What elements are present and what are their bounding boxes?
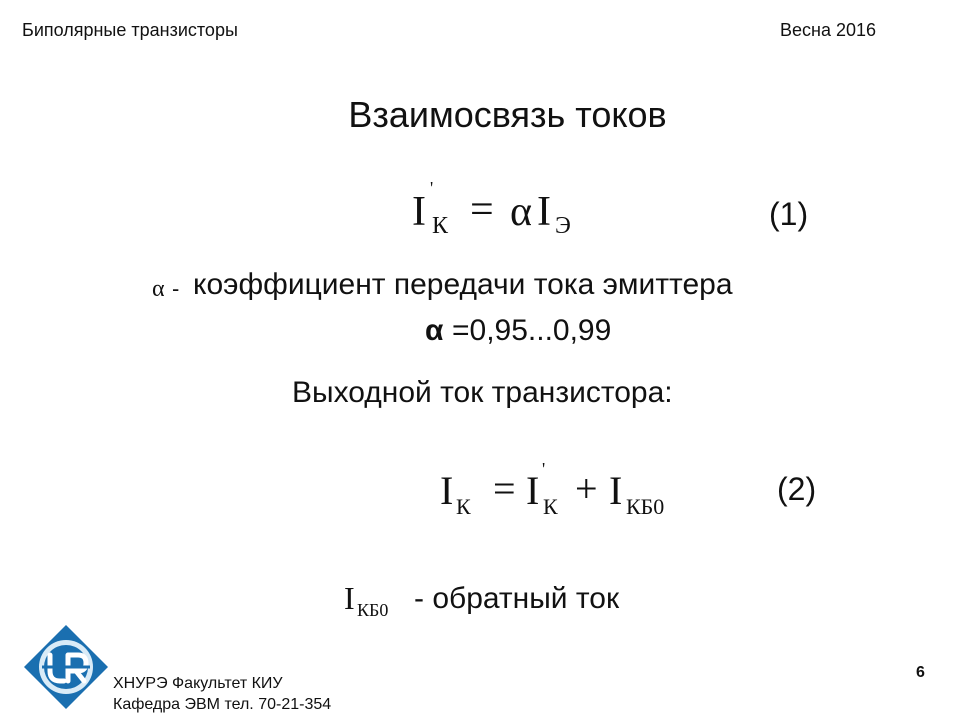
page-number: 6 (916, 664, 925, 681)
university-logo-icon (24, 625, 108, 709)
header-term: Весна 2016 (780, 20, 877, 40)
footer-line-1: ХНУРЭ Факультет КИУ (113, 675, 283, 692)
formula2-I3: I (609, 468, 623, 513)
formula2-prime: ' (542, 459, 546, 479)
formula2-I2: I (526, 468, 540, 513)
formula2-equals: = (493, 466, 516, 511)
formula1-equals: = (470, 187, 494, 233)
formula2-sub-K: К (456, 494, 471, 519)
alpha-dash: - (172, 276, 180, 301)
formula1-sub-E: Э (555, 213, 571, 239)
formula1-alpha: α (510, 189, 533, 235)
reverse-sub-KB0: КБ0 (357, 600, 389, 620)
alpha-desc-text: коэффициент передачи тока эмиттера (193, 268, 733, 301)
formula1-number: (1) (769, 196, 809, 232)
formula1-sub-K: К (432, 213, 449, 239)
formula2-sub-KB0: КБ0 (626, 494, 665, 519)
slide-title: Взаимосвязь токов (348, 94, 667, 135)
reverse-text: - обратный ток (414, 582, 620, 615)
alpha-symbol: α (152, 276, 165, 302)
alpha-range-symbol: α (425, 314, 444, 347)
alpha-range-value: =0,95...0,99 (452, 314, 612, 347)
formula2-sub-K2: К (543, 494, 558, 519)
reverse-I: I (344, 580, 355, 616)
formula2-number: (2) (777, 471, 817, 507)
formula1-I2: I (537, 189, 551, 235)
formula2-plus: + (575, 466, 598, 511)
header-topic: Биполярные транзисторы (22, 20, 238, 40)
formula1-prime: ' (430, 178, 434, 198)
formula2-I: I (440, 468, 454, 513)
output-current-label: Выходной ток транзистора: (292, 376, 673, 409)
formula1-I: I (412, 189, 426, 235)
footer-line-2: Кафедра ЭВМ тел. 70-21-354 (113, 696, 332, 713)
